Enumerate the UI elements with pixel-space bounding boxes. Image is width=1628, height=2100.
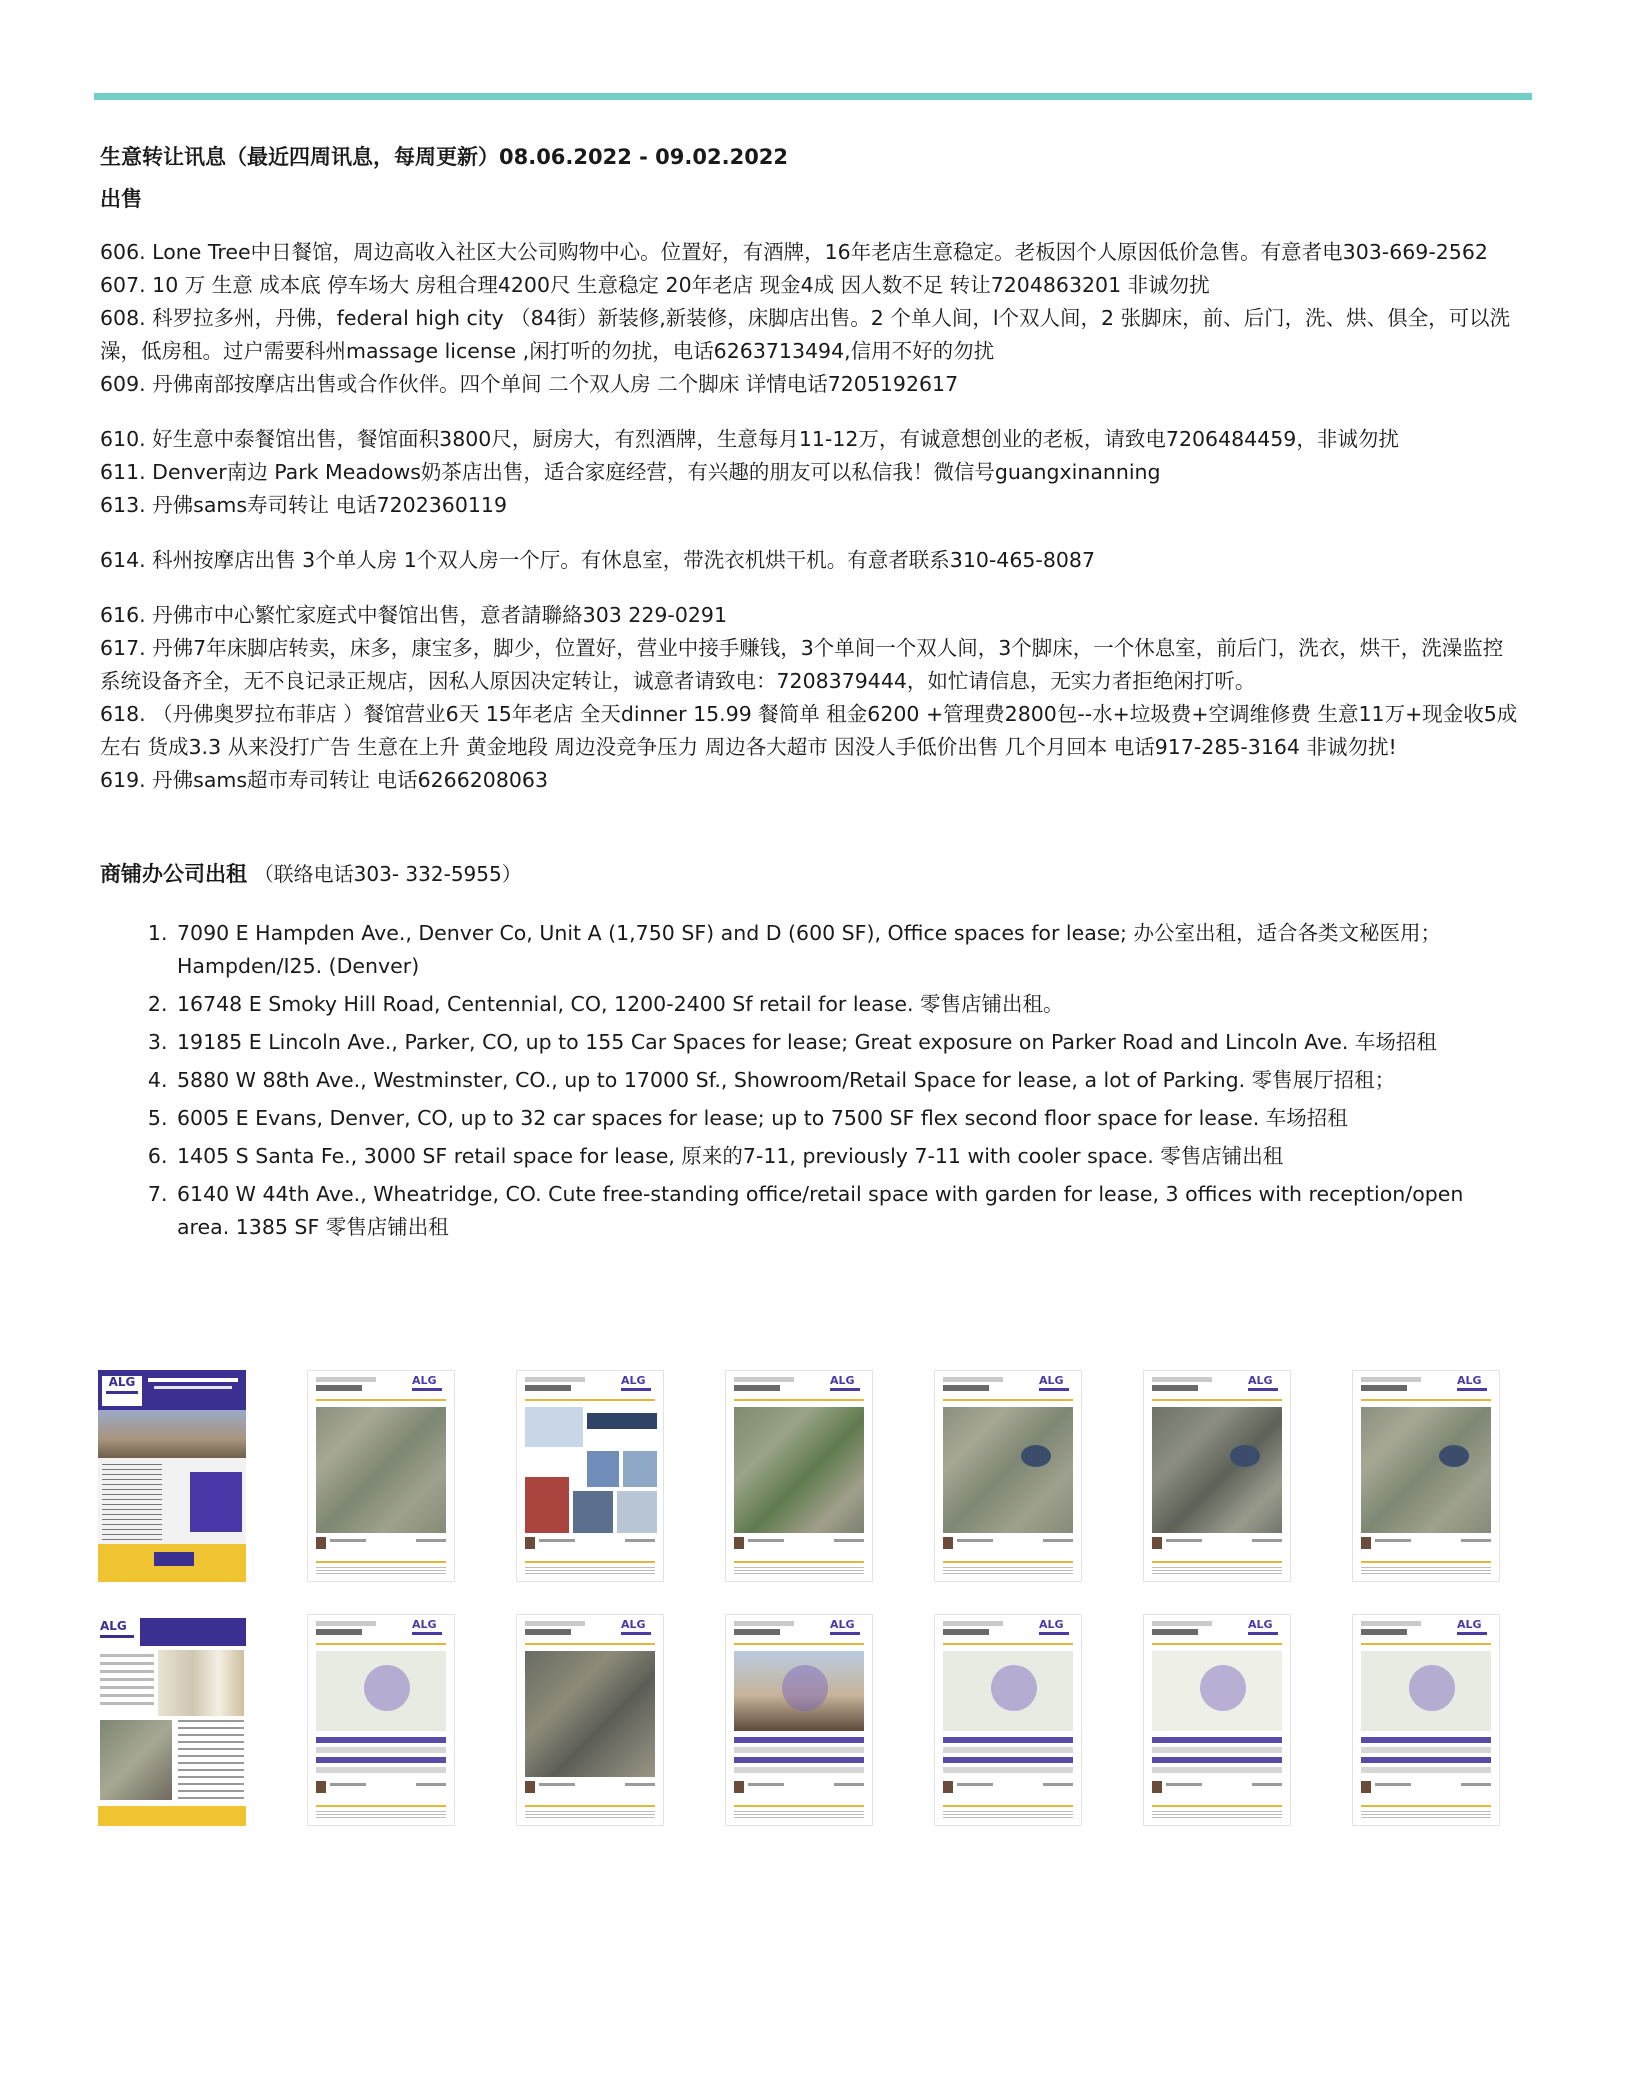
listing-content	[100, 142, 1520, 1249]
flyer-thumbnail[interactable]	[1352, 1370, 1500, 1582]
lease-item: 1. 7090 E Hampden Ave., Denver Co, Unit A (1,750 SF) and D (600 SF), Office spaces for lease; 办公室出租，适合各类文秘医用；Hampden/I25. (Denver)	[174, 917, 1520, 983]
lease-item: 7. 6140 W 44th Ave., Wheatridge, CO. Cute free-standing office/retail space with garden for lease, 3 offices with reception/open area. 1385 SF 零售店铺出租	[174, 1178, 1520, 1244]
listing-610: 610. 好生意中泰餐馆出售，餐馆面积3800尺，厨房大，有烈酒牌，生意每月11-12万，有诚意想创业的老板，请致电7206484459，非诚勿扰	[100, 427, 1399, 451]
top-divider	[94, 93, 1532, 100]
flyer-thumbnail[interactable]	[516, 1614, 664, 1826]
lease-item: 4. 5880 W 88th Ave., Westminster, CO., up to 17000 Sf., Showroom/Retail Space for lease, a lot of Parking. 零售展厅招租；	[174, 1064, 1520, 1097]
alg-logo: ALG	[621, 1375, 655, 1393]
lease-list	[100, 917, 1520, 1244]
listing-616: 616. 丹佛市中心繁忙家庭式中餐馆出售，意者請聯絡303 229-0291	[100, 603, 728, 627]
flyer-thumbnail[interactable]	[307, 1370, 455, 1582]
alg-logo: ALG	[621, 1619, 655, 1637]
lease-item: 5. 6005 E Evans, Denver, CO, up to 32 car spaces for lease; up to 7500 SF flex second floor space for lease. 车场招租	[174, 1102, 1520, 1135]
flyer-thumbnail[interactable]	[934, 1370, 1082, 1582]
listing-617: 617. 丹佛7年床脚店转卖，床多，康宝多，脚少，位置好，营业中接手赚钱，3个单间一个双人间，3个脚床，一个休息室，前后门，洗衣，烘干，洗澡监控系统设备齐全，无不良记录正规店，因私人原因决定转让，诚意者请致电：7208379444，如忙请信息，无实力者拒绝闲打听。	[100, 636, 1504, 693]
lease-item: 2. 16748 E Smoky Hill Road, Centennial, CO, 1200-2400 Sf retail for lease. 零售店铺出租。	[174, 988, 1520, 1021]
alg-logo: ALG	[830, 1375, 864, 1393]
listing-618: 618. （丹佛奥罗拉布菲店 ）餐馆营业6天 15年老店 全天dinner 15.99 餐简单 租金6200 +管理费2800包--水+垃圾费+空调维修费 生意11万+现金收5成左右 货成3.3 从来没打广告 生意在上升 黄金地段 周边没竞争压力 周边各大超市 因没人手低价出售 几个月回本 电话917-285-3164 非诚勿扰!	[100, 702, 1518, 759]
lease-phone: （联络电话303- 332-5955）	[253, 862, 522, 886]
listing-611: 611. Denver南边 Park Meadows奶茶店出售，适合家庭经营，有兴趣的朋友可以私信我！微信号guangxinanning	[100, 460, 1161, 484]
lease-item: 3. 19185 E Lincoln Ave., Parker, CO, up to 155 Car Spaces for lease; Great exposure on Parker Road and Lincoln Ave. 车场招租	[174, 1026, 1520, 1059]
listing-613: 613. 丹佛sams寿司转让 电话7202360119	[100, 493, 507, 517]
listing-614: 614. 科州按摩店出售 3个单人房 1个双人房一个厅。有休息室，带洗衣机烘干机。有意者联系310-465-8087	[100, 548, 1095, 572]
flyer-thumbnail[interactable]	[934, 1614, 1082, 1826]
page-title: 生意转让讯息（最近四周讯息，每周更新）08.06.2022 - 09.02.2022	[100, 145, 789, 169]
flyer-thumbnail[interactable]	[725, 1370, 873, 1582]
flyer-thumbnail[interactable]: ALG	[98, 1614, 246, 1826]
alg-logo: ALG	[412, 1619, 446, 1637]
lease-heading	[100, 859, 1520, 889]
flyer-thumbnail[interactable]	[1143, 1370, 1291, 1582]
alg-logo: ALG	[1248, 1619, 1282, 1637]
flyer-thumbnail[interactable]: ALG	[98, 1370, 246, 1582]
alg-logo: ALG	[1039, 1619, 1073, 1637]
listing-619: 619. 丹佛sams超市寿司转让 电话6266208063	[100, 768, 548, 792]
alg-logo: ALG	[412, 1375, 446, 1393]
listing-608: 608. 科罗拉多州，丹佛，federal high city （84街）新装修,新装修，床脚店出售。2 个单人间，l个双人间，2 张脚床，前、后门，洗、烘、俱全，可以洗澡，低房租。过户需要科州massage license ,闲打听的勿扰，电话6263713494,信用不好的勿扰	[100, 306, 1511, 363]
alg-logo: ALG	[1457, 1619, 1491, 1637]
alg-logo: ALG	[1457, 1375, 1491, 1393]
flyer-thumbnail[interactable]	[1143, 1614, 1291, 1826]
listing-609: 609. 丹佛南部按摩店出售或合作伙伴。四个单间 二个双人房 二个脚床 详情电话7205192617	[100, 372, 959, 396]
listing-606: 606. Lone Tree中日餐馆，周边高收入社区大公司购物中心。位置好，有酒牌，16年老店生意稳定。老板因个人原因低价急售。有意者电303-669-2562	[100, 240, 1488, 264]
flyer-thumbnail[interactable]	[516, 1370, 664, 1582]
alg-logo: ALG	[1039, 1375, 1073, 1393]
sale-heading: 出售	[100, 187, 142, 211]
lease-heading-label: 商铺办公司出租	[100, 862, 247, 886]
flyer-thumbnail[interactable]	[1352, 1614, 1500, 1826]
alg-logo: ALG	[830, 1619, 864, 1637]
listing-607: 607. 10 万 生意 成本底 停车场大 房租合理4200尺 生意稳定 20年老店 现金4成 因人数不足 转让7204863201 非诚勿扰	[100, 273, 1210, 297]
alg-logo: ALG	[1248, 1375, 1282, 1393]
lease-item: 6. 1405 S Santa Fe., 3000 SF retail space for lease, 原来的7-11, previously 7-11 with cooler space. 零售店铺出租	[174, 1140, 1520, 1173]
flyer-thumbnail[interactable]	[725, 1614, 873, 1826]
flyer-thumbnail[interactable]	[307, 1614, 455, 1826]
